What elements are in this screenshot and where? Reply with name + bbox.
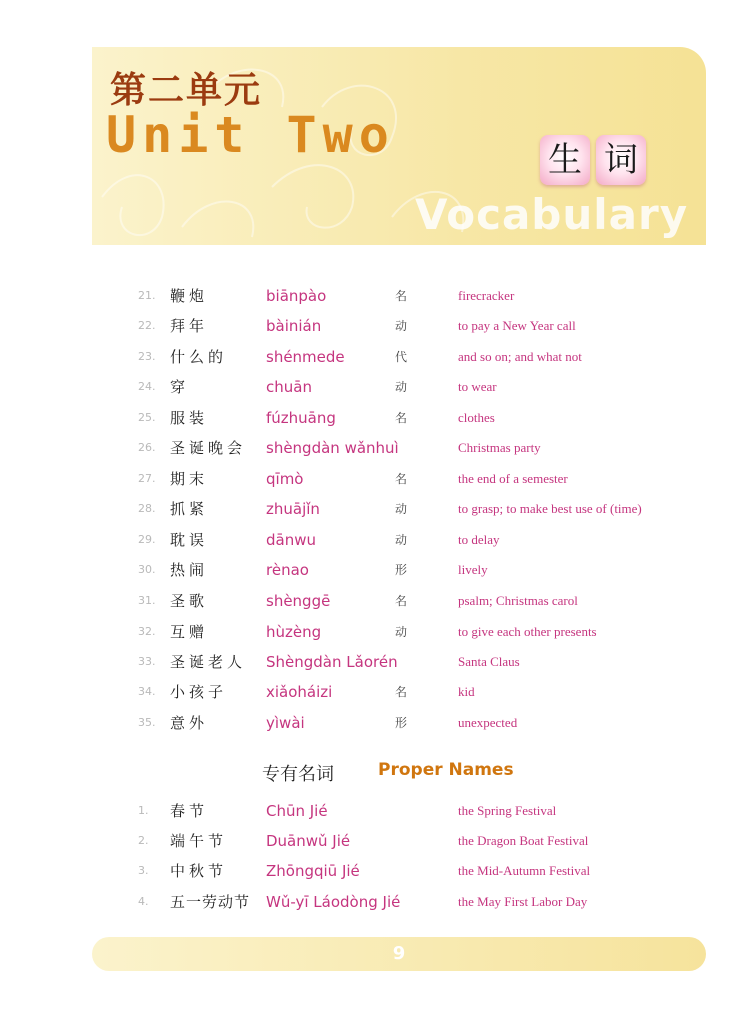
item-english: the May First Labor Day [458, 894, 588, 909]
item-hanzi: 鞭炮 [170, 287, 209, 305]
item-part-of-speech: 名 [395, 472, 408, 486]
item-hanzi: 服装 [170, 409, 209, 427]
page-footer [92, 937, 706, 971]
item-hanzi: 热闹 [170, 561, 209, 579]
item-number: 21. [138, 289, 156, 302]
unit-title-english: Unit Two [106, 106, 395, 164]
item-number: 35. [138, 716, 156, 729]
item-part-of-speech: 形 [395, 563, 408, 577]
item-hanzi: 穿 [170, 378, 190, 396]
item-pinyin: Chūn Jié [266, 802, 328, 820]
item-english: the end of a semester [458, 471, 568, 486]
item-hanzi: 耽误 [170, 531, 209, 549]
item-part-of-speech: 动 [395, 533, 408, 547]
item-english: lively [458, 562, 488, 577]
page-number: 9 [392, 943, 406, 964]
item-pinyin: bàinián [266, 317, 322, 335]
item-number: 2. [138, 834, 149, 847]
item-english: to give each other presents [458, 624, 597, 639]
item-english: psalm; Christmas carol [458, 593, 578, 608]
item-english: firecracker [458, 288, 515, 303]
item-pinyin: Shèngdàn Lǎorén [266, 653, 398, 671]
item-number: 22. [138, 319, 156, 332]
item-part-of-speech: 动 [395, 380, 408, 394]
item-part-of-speech: 名 [395, 685, 408, 699]
item-number: 24. [138, 380, 156, 393]
item-pinyin: yìwài [266, 714, 305, 732]
item-english: to wear [458, 379, 497, 394]
item-pinyin: biānpào [266, 287, 327, 305]
item-pinyin: Wǔ-yī Láodòng Jié [266, 893, 401, 911]
item-part-of-speech: 代 [395, 350, 408, 364]
item-part-of-speech: 名 [395, 594, 408, 608]
item-pinyin: fúzhuāng [266, 409, 336, 427]
item-hanzi: 互赠 [170, 623, 209, 641]
item-hanzi: 抓紧 [170, 500, 209, 518]
item-english: unexpected [458, 715, 518, 730]
item-english: to delay [458, 532, 500, 547]
item-number: 34. [138, 685, 156, 698]
unit-title-chinese: 第二单元 [110, 69, 263, 111]
item-english: kid [458, 684, 475, 699]
vocab-tile-ci: 词 [596, 135, 646, 185]
item-hanzi: 圣诞晚会 [170, 439, 247, 457]
item-pinyin: shénmede [266, 348, 345, 366]
item-hanzi: 意外 [170, 714, 209, 732]
item-pinyin: Duānwǔ Jié [266, 832, 351, 850]
item-hanzi: 拜年 [170, 317, 209, 335]
item-number: 25. [138, 411, 156, 424]
item-part-of-speech: 动 [395, 502, 408, 516]
item-english: to pay a New Year call [458, 318, 576, 333]
item-pinyin: zhuājǐn [266, 500, 320, 518]
item-english: the Dragon Boat Festival [458, 833, 589, 848]
item-pinyin: chuān [266, 378, 312, 396]
item-pinyin: shènggē [266, 592, 331, 610]
item-hanzi: 圣歌 [170, 592, 209, 610]
item-part-of-speech: 动 [395, 625, 408, 639]
item-part-of-speech: 名 [395, 411, 408, 425]
item-hanzi: 春节 [170, 802, 209, 820]
proper-names-title-english: Proper Names [378, 760, 514, 780]
item-number: 31. [138, 594, 156, 607]
item-english: clothes [458, 410, 495, 425]
item-hanzi: 期末 [170, 470, 209, 488]
item-hanzi: 小孩子 [170, 683, 228, 701]
item-english: to grasp; to make best use of (time) [458, 501, 642, 516]
item-english: Santa Claus [458, 654, 520, 669]
item-part-of-speech: 动 [395, 319, 408, 333]
item-hanzi: 圣诞老人 [170, 653, 247, 671]
item-english: Christmas party [458, 440, 541, 455]
item-part-of-speech: 名 [395, 289, 408, 303]
item-number: 26. [138, 441, 156, 454]
vocabulary-label: Vocabulary [415, 190, 689, 239]
proper-names-title-chinese: 专有名词 [262, 764, 334, 785]
item-number: 28. [138, 502, 156, 515]
item-number: 27. [138, 472, 156, 485]
item-number: 4. [138, 895, 149, 908]
vocab-tile-sheng: 生 [540, 135, 590, 185]
item-hanzi: 端午节 [170, 832, 228, 850]
item-pinyin: hùzèng [266, 623, 322, 641]
item-number: 1. [138, 804, 149, 817]
item-pinyin: rènao [266, 561, 309, 579]
item-hanzi: 中秋节 [170, 862, 228, 880]
item-pinyin: Zhōngqiū Jié [266, 862, 360, 880]
item-pinyin: xiǎoháizi [266, 683, 333, 701]
item-number: 33. [138, 655, 156, 668]
item-english: the Mid-Autumn Festival [458, 863, 591, 878]
item-pinyin: shèngdàn wǎnhuì [266, 439, 399, 457]
item-number: 30. [138, 563, 156, 576]
item-english: and so on; and what not [458, 349, 582, 364]
item-number: 3. [138, 864, 149, 877]
item-number: 23. [138, 350, 156, 363]
item-hanzi: 什么的 [170, 348, 228, 366]
item-part-of-speech: 形 [395, 716, 408, 730]
item-pinyin: dānwu [266, 531, 316, 549]
item-number: 29. [138, 533, 156, 546]
item-number: 32. [138, 625, 156, 638]
item-hanzi: 五一劳动节 [170, 893, 251, 911]
item-english: the Spring Festival [458, 803, 557, 818]
item-pinyin: qīmò [266, 470, 304, 488]
